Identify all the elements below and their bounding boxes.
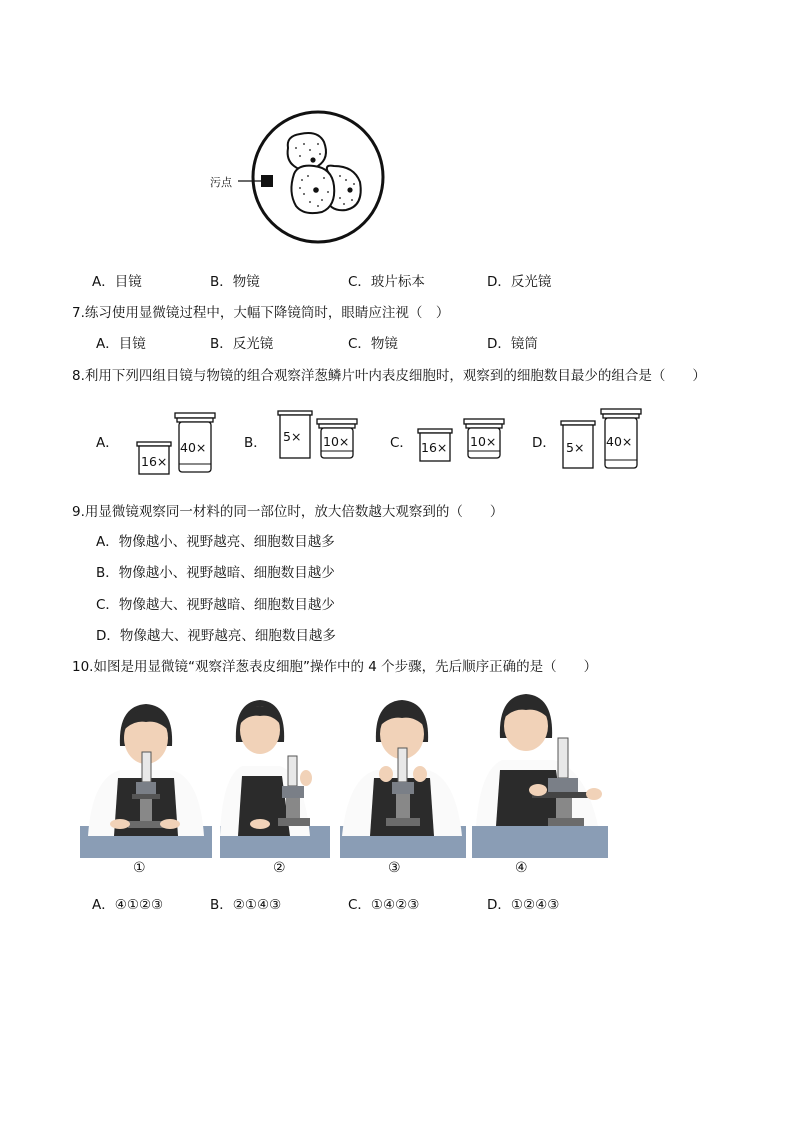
q8-a-eyepiece-label: 16× (141, 454, 168, 469)
step-photo-2 (220, 686, 330, 858)
q10-option-d[interactable]: D．①②④③ (487, 897, 560, 913)
step-photo-3 (340, 686, 466, 858)
photo-label-1: ① (133, 860, 146, 876)
q7-option-b[interactable]: B．反光镜 (210, 336, 274, 352)
q10-stem: 10.如图是用显微镜“观察洋葱表皮细胞”操作中的 4 个步骤，先后顺序正确的是（ ） (72, 659, 598, 675)
q6-option-b[interactable]: B．物镜 (210, 274, 260, 290)
q8-a-objective-label: 40× (180, 440, 207, 455)
photo-label-4: ④ (515, 860, 528, 876)
q8-option-d-letter[interactable]: D． (532, 435, 556, 451)
q8-b-objective-label: 10× (323, 434, 350, 449)
q10-option-c[interactable]: C．①④②③ (348, 897, 420, 913)
q8-b-eyepiece-label: 5× (283, 429, 302, 444)
photo-label-3: ③ (388, 860, 401, 876)
q8-d-objective-label: 40× (606, 434, 633, 449)
q9-option-c[interactable]: C．物像越大、视野越暗、细胞数目越少 (96, 597, 335, 613)
step-photo-4 (472, 686, 608, 858)
q9-option-a[interactable]: A．物像越小、视野越亮、细胞数目越多 (96, 534, 335, 550)
q7-stem: 7.练习使用显微镜过程中，大幅下降镜筒时，眼睛应注视（ ） (72, 305, 450, 321)
q8-c-objective-label: 10× (470, 434, 497, 449)
field-of-view-figure (200, 108, 400, 248)
q7-option-a[interactable]: A．目镜 (96, 336, 146, 352)
step-photo-1 (80, 686, 212, 858)
q7-option-c[interactable]: C．物镜 (348, 336, 398, 352)
q8-c-eyepiece-label: 16× (421, 440, 448, 455)
q8-option-c-letter[interactable]: C． (390, 435, 413, 451)
q10-option-a[interactable]: A．④①②③ (92, 897, 164, 913)
q8-option-a-letter[interactable]: A． (96, 435, 119, 451)
q6-option-a[interactable]: A．目镜 (92, 274, 142, 290)
q6-option-d[interactable]: D．反光镜 (487, 274, 552, 290)
q7-option-d[interactable]: D．镜筒 (487, 336, 538, 352)
q8-d-eyepiece-label: 5× (566, 440, 585, 455)
photo-label-2: ② (273, 860, 286, 876)
q10-option-b[interactable]: B．②①④③ (210, 897, 282, 913)
stain-label: 污点 (210, 176, 232, 189)
q6-option-c[interactable]: C．玻片标本 (348, 274, 425, 290)
q9-option-b[interactable]: B．物像越小、视野越暗、细胞数目越少 (96, 565, 335, 581)
q8-stem: 8.利用下列四组目镜与物镜的组合观察洋葱鳞片叶内表皮细胞时，观察到的细胞数目最少的组合是（ ） (72, 368, 706, 384)
q9-option-d[interactable]: D．物像越大、视野越亮、细胞数目越多 (96, 628, 336, 644)
q9-stem: 9.用显微镜观察同一材料的同一部位时，放大倍数越大观察到的（ ） (72, 504, 504, 520)
q8-option-b-letter[interactable]: B． (244, 435, 267, 451)
